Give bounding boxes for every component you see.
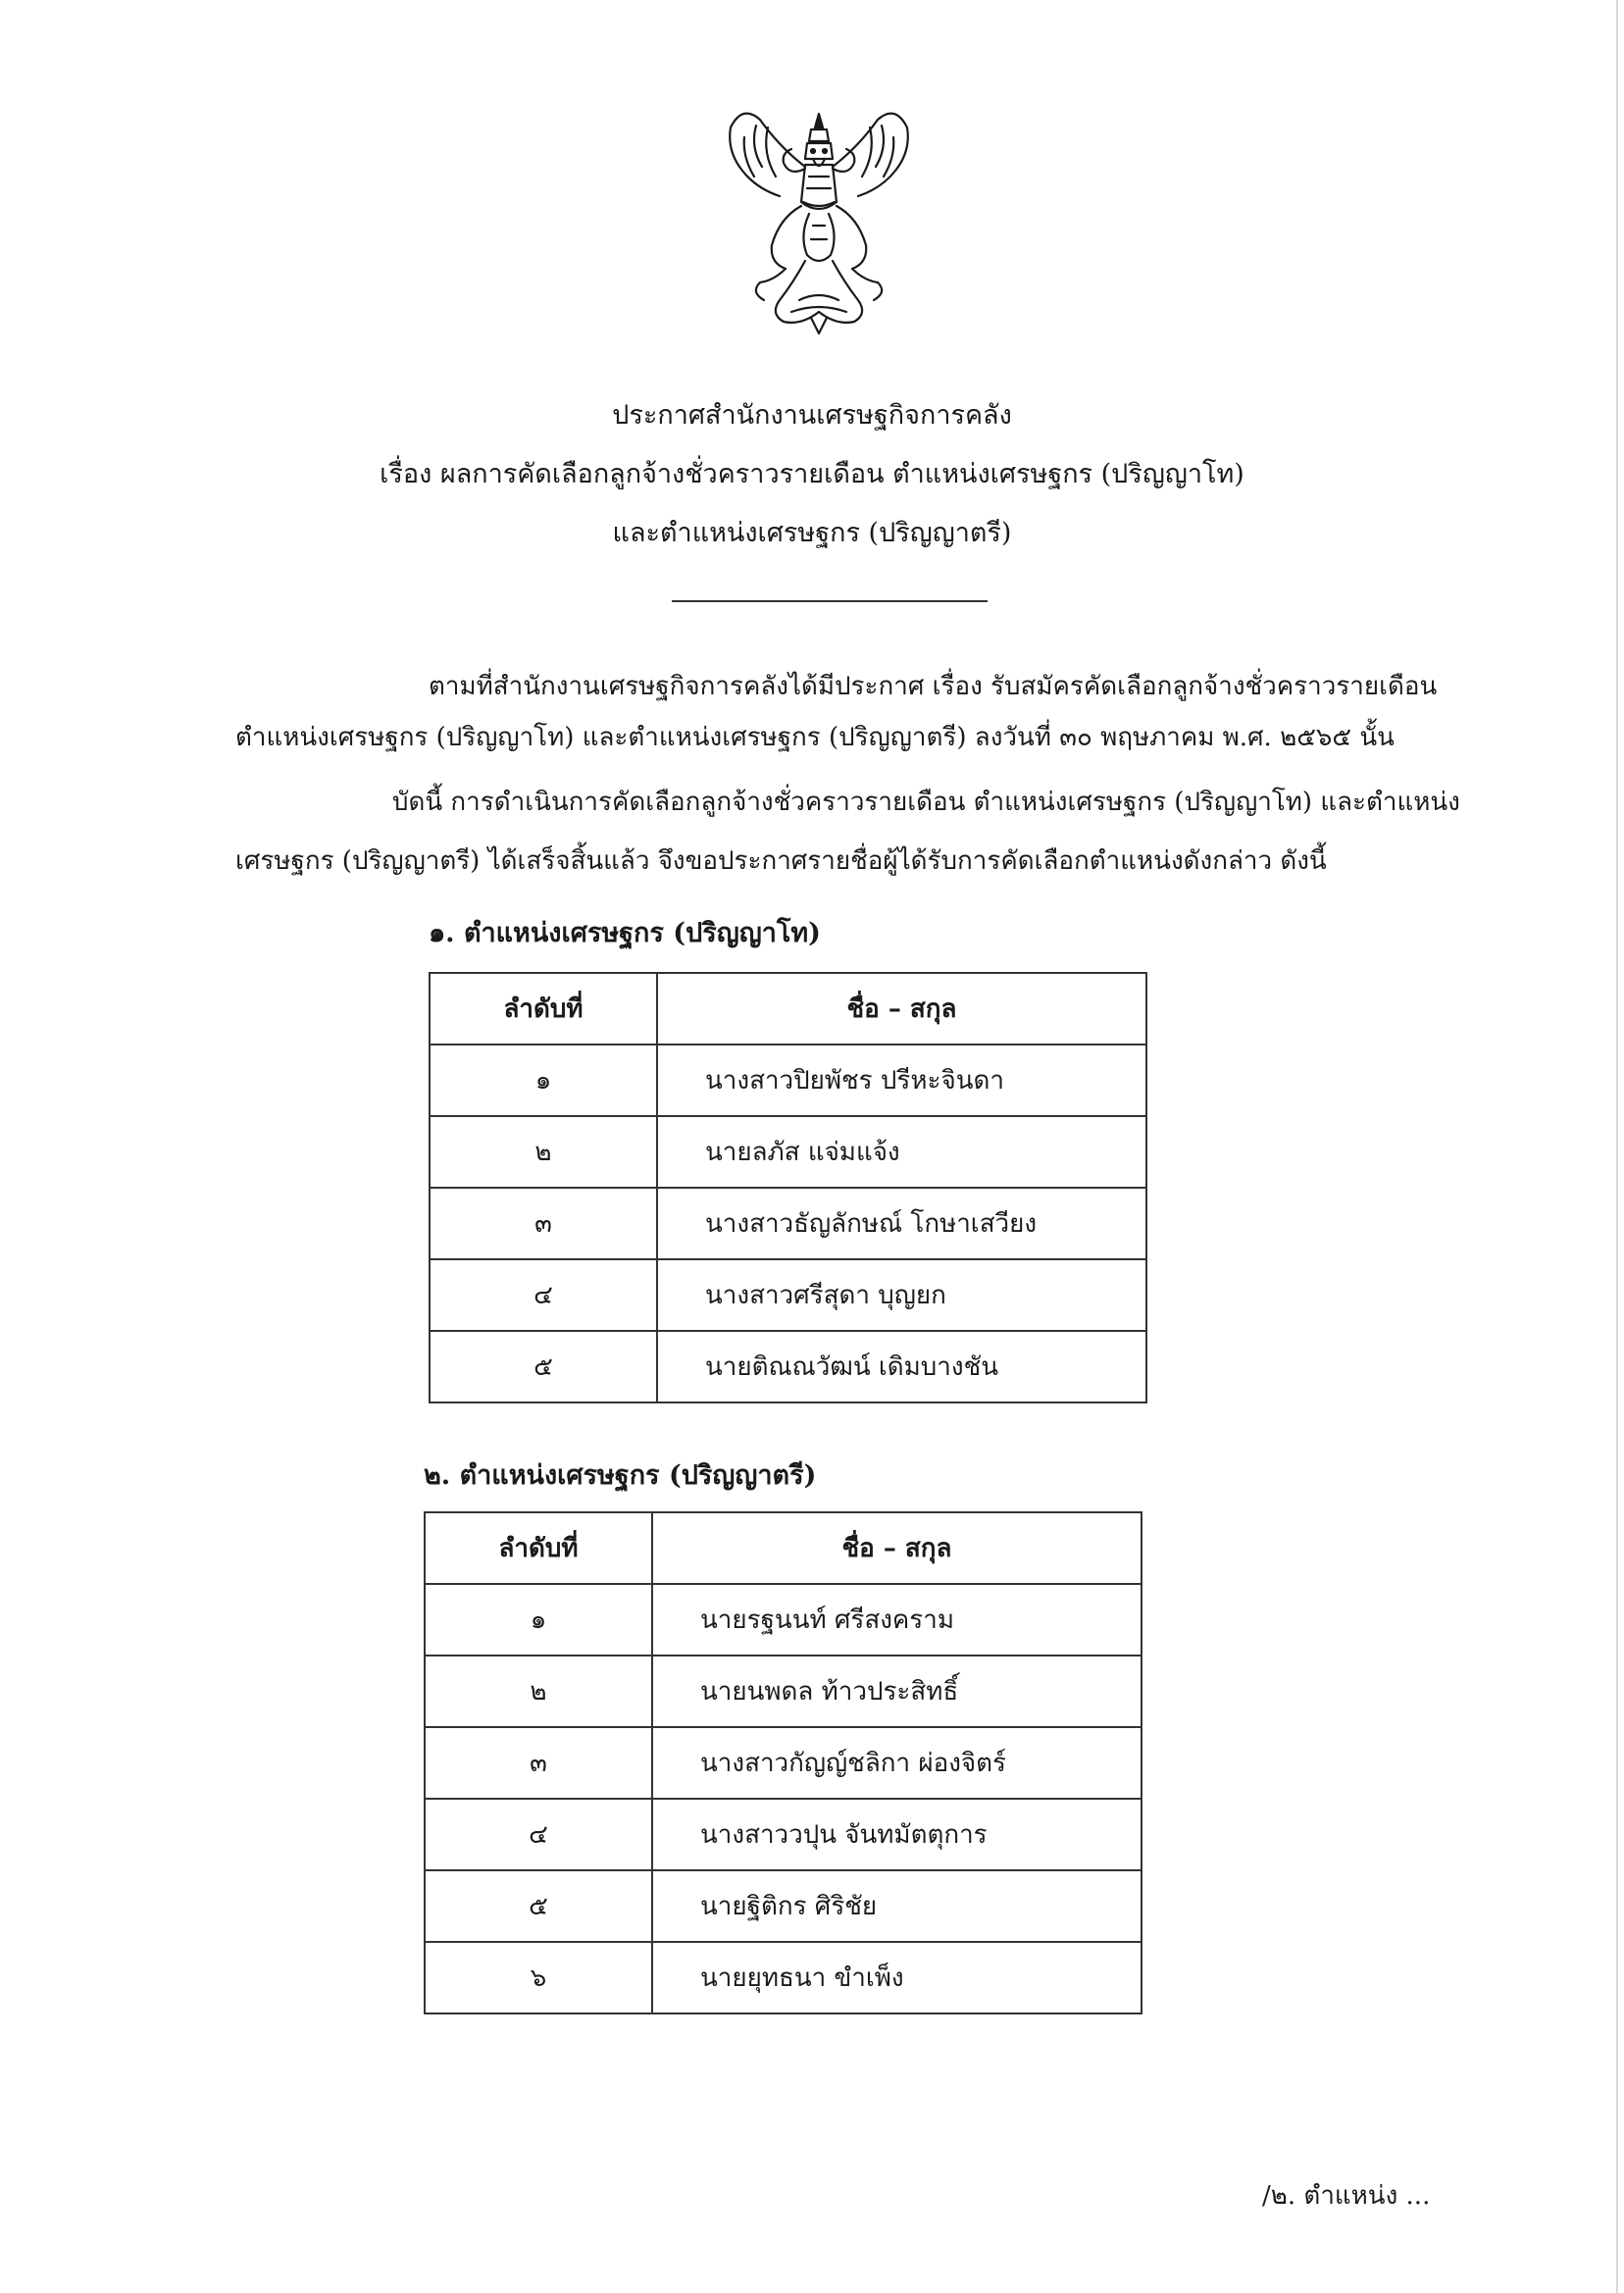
table-header-row [430, 973, 1146, 1045]
row-order: ๓ [425, 1727, 652, 1799]
table-row [430, 1259, 1146, 1331]
heading-divider [672, 600, 988, 602]
table-row [425, 1584, 1142, 1656]
row-order: ๒ [430, 1116, 657, 1188]
paragraph-1-line-2: ตำแหน่งเศรษฐกร (ปริญญาโท) และตำแหน่งเศรษฐกร (ปริญญาตรี) ลงวันที่ ๓๐ พฤษภาคม พ.ศ. ๒๕๖๕ นั้น [235, 723, 1395, 752]
subject-line-continued [0, 514, 1624, 553]
row-full-name: นายฐิติกร ศิริชัย [652, 1870, 1142, 1942]
row-order: ๒ [425, 1656, 652, 1727]
announcement-heading [0, 396, 1624, 435]
section-2-title: ๒. ตำแหน่งเศรษฐกร (ปริญญาตรี) [424, 1460, 817, 1491]
header-order: ลำดับที่ [430, 973, 657, 1045]
table-row [430, 1331, 1146, 1402]
table-row [425, 1727, 1142, 1799]
row-full-name: นางสาวกัญญ์ชลิกา ผ่องจิตร์ [652, 1727, 1142, 1799]
row-order: ๑ [430, 1045, 657, 1116]
row-order: ๕ [425, 1870, 652, 1942]
table-row [430, 1116, 1146, 1188]
paragraph-2-line-1: บัดนี้ การดำเนินการคัดเลือกลูกจ้างชั่วคราวรายเดือน ตำแหน่งเศรษฐกร (ปริญญาโท) และตำแหน่ง [392, 788, 1460, 817]
row-full-name: นายรฐนนท์ ศรีสงคราม [652, 1584, 1142, 1656]
master-degree-table [429, 972, 1147, 1403]
row-order: ๔ [425, 1799, 652, 1870]
table-row [425, 1656, 1142, 1727]
row-full-name: นายนพดล ท้าวประสิทธิ์ [652, 1656, 1142, 1727]
row-order: ๓ [430, 1188, 657, 1259]
garuda-emblem-icon [721, 108, 917, 338]
table-row [425, 1870, 1142, 1942]
row-full-name: นางสาวศรีสุดา บุญยก [657, 1259, 1146, 1331]
subject-title-continued: และตำแหน่งเศรษฐกร (ปริญญาตรี) [612, 518, 1012, 548]
row-order: ๔ [430, 1259, 657, 1331]
scan-edge-line [1616, 0, 1618, 2293]
page-continuation: /๒. ตำแหน่ง ... [1262, 2181, 1431, 2211]
table-row [430, 1188, 1146, 1259]
row-order: ๑ [425, 1584, 652, 1656]
subject-title: เรื่อง ผลการคัดเลือกลูกจ้างชั่วคราวรายเดือน ตำแหน่งเศรษฐกร (ปริญญาโท) [380, 459, 1244, 489]
row-full-name: นายลภัส แจ่มแจ้ง [657, 1116, 1146, 1188]
row-order: ๕ [430, 1331, 657, 1402]
row-full-name: นายติณณวัฒน์ เดิมบางชัน [657, 1331, 1146, 1402]
table-row [430, 1045, 1146, 1116]
row-order: ๖ [425, 1942, 652, 2013]
table-header-row [425, 1512, 1142, 1584]
table-row [425, 1799, 1142, 1870]
row-full-name: นางสาวธัญลักษณ์ โกษาเสวียง [657, 1188, 1146, 1259]
subject-line [0, 455, 1624, 494]
section-1-title: ๑. ตำแหน่งเศรษฐกร (ปริญญาโท) [429, 918, 821, 948]
header-full-name: ชื่อ – สกุล [652, 1512, 1142, 1584]
row-full-name: นางสาววปุน จันทมัตตุการ [652, 1799, 1142, 1870]
paragraph-2-line-2: เศรษฐกร (ปริญญาตรี) ได้เสร็จสิ้นแล้ว จึงขอประกาศรายชื่อผู้ได้รับการคัดเลือกตำแหน่งดังกล่าว ดังนี้ [235, 846, 1327, 876]
paragraph-1-line-1: ตามที่สำนักงานเศรษฐกิจการคลังได้มีประกาศ เรื่อง รับสมัครคัดเลือกลูกจ้างชั่วคราวรายเดือน [429, 672, 1438, 701]
header-full-name: ชื่อ – สกุล [657, 973, 1146, 1045]
header-order: ลำดับที่ [425, 1512, 652, 1584]
row-full-name: นายยุทธนา ขำเพ็ง [652, 1942, 1142, 2013]
row-full-name: นางสาวปิยพัชร ปรีหะจินดา [657, 1045, 1146, 1116]
bachelor-degree-table [424, 1511, 1142, 2014]
issuer-title: ประกาศสำนักงานเศรษฐกิจการคลัง [612, 400, 1012, 431]
table-row [425, 1942, 1142, 2013]
